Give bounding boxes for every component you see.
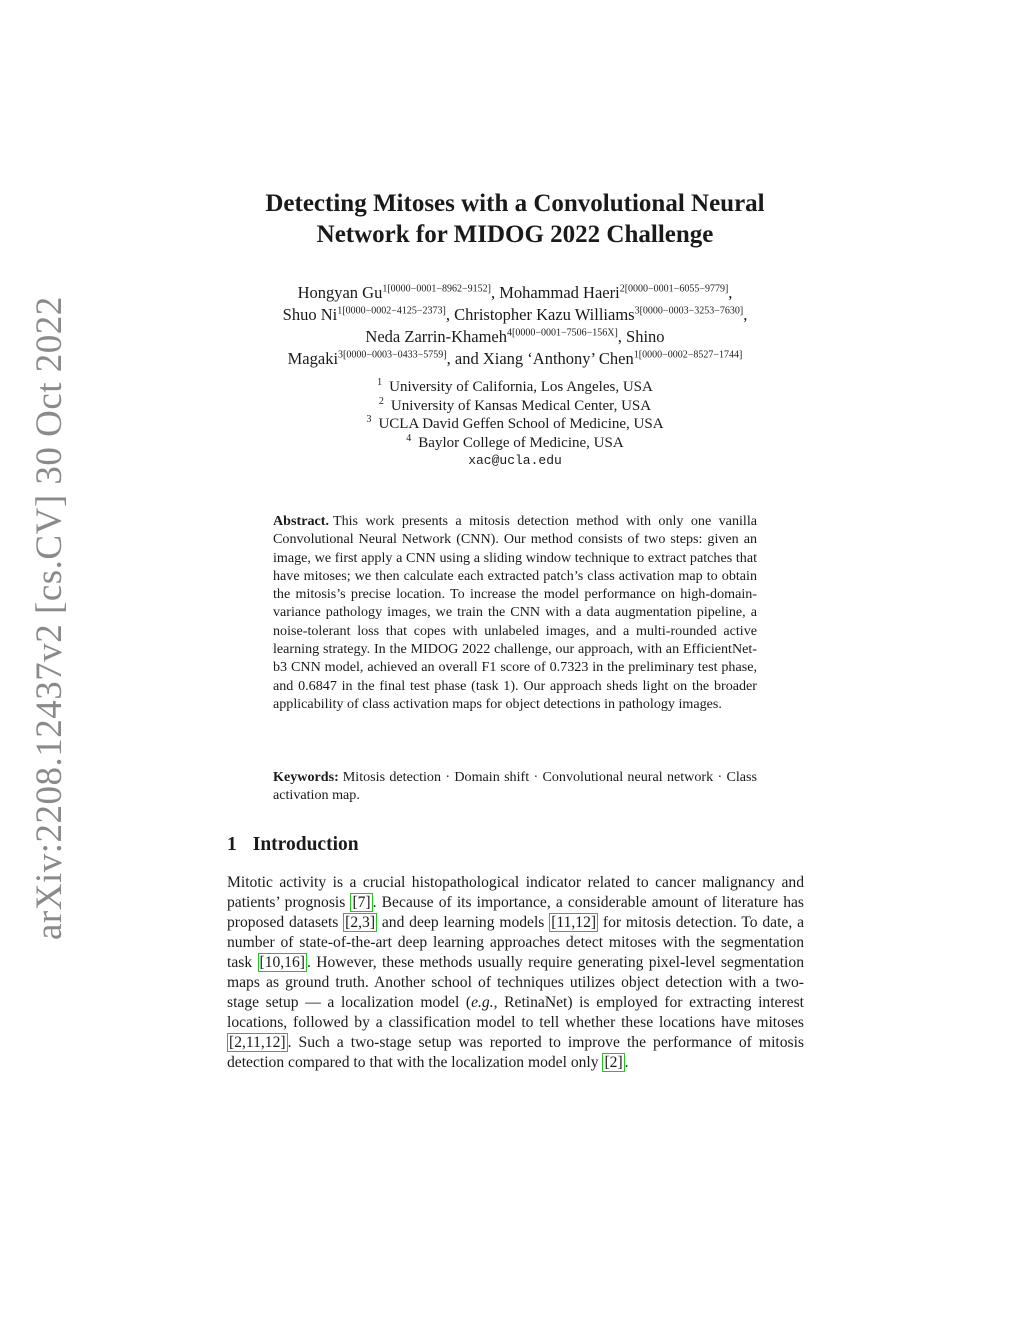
author-name: Magaki — [287, 349, 339, 368]
author-name: Xiang ‘Anthony’ Chen — [482, 349, 634, 368]
affiliation-number: 3 — [366, 414, 372, 425]
author-name: Christopher Kazu Williams — [454, 305, 635, 324]
citation-link[interactable]: [7] — [352, 894, 371, 911]
paper-title — [200, 188, 830, 250]
affiliation-number: 2 — [378, 395, 384, 407]
author-orcid: 1[0000−0002−8527−1744] — [633, 349, 743, 361]
affiliation — [200, 397, 830, 416]
author-name: Shuo Ni — [282, 305, 338, 324]
affiliation-text: UCLA David Geffen School of Medicine, USA — [378, 416, 664, 432]
author-separator: , — [490, 283, 500, 302]
affiliation-text: Baylor College of Medicine, USA — [418, 434, 624, 451]
author-separator: , Shino — [617, 327, 665, 346]
author-separator: , — [728, 283, 733, 302]
author-orcid: 1[0000−0002−4125−2373] — [337, 305, 446, 317]
author-name: Neda Zarrin-Khameh — [365, 327, 507, 346]
arxiv-identifier: arXiv:2208.12437v2 [cs.CV] 30 Oct 2022 — [29, 296, 70, 940]
affiliation-number: 4 — [406, 432, 412, 444]
section-number: 1 — [227, 834, 237, 855]
emphasis-text: e.g., — [471, 994, 498, 1011]
paragraph-text: for mitosis detection. To date, a number of state-of-the-art deep learning approaches detect mitoses with the segmentation task — [227, 914, 804, 971]
author-separator: , — [743, 305, 748, 324]
keywords-label: Keywords: — [273, 769, 339, 785]
author-separator: , and — [446, 349, 483, 368]
paragraph-text: . Such a two-stage setup was reported to improve the performance of mitosis detection compared to that with the localization model only — [227, 1034, 804, 1071]
paragraph-text: . However, these methods usually require generating pixel-level segmentation maps as ground truth. Another school of techniques utilizes object detection with a two-stage setup — a localization model ( — [227, 954, 804, 1011]
author-orcid: 3[0000−0003−3253−7630] — [634, 305, 744, 317]
affiliation — [200, 415, 830, 434]
author-orcid: 2[0000−0001−6055−9779] — [619, 283, 729, 295]
paragraph-text: Mitotic activity is a crucial histopathological indicator related to cancer malignancy and patients’ prognosis — [227, 874, 804, 911]
author-name: Hongyan Gu — [297, 283, 383, 302]
paragraph-text: . Because of its importance, a considerable amount of literature has proposed datasets — [227, 894, 804, 931]
affiliation-number: 1 — [377, 377, 383, 388]
author-orcid: 3[0000−0003−0433−5759] — [338, 349, 447, 361]
paragraph-text: and deep learning models — [377, 914, 550, 931]
author-orcid: 4[0000−0001−7506−156X] — [506, 327, 618, 339]
citation-link[interactable]: [2,11,12] — [229, 1034, 286, 1051]
author-orcid: 1[0000−0001−8962−9152] — [382, 283, 491, 295]
author-name: Mohammad Haeri — [499, 283, 620, 302]
abstract-label: Abstract. — [273, 513, 329, 529]
keywords — [273, 768, 757, 805]
affiliation-list — [200, 378, 830, 471]
citation-link[interactable]: [11,12] — [551, 914, 597, 931]
section-heading — [227, 834, 359, 856]
affiliation-text: University of California, Los Angeles, USA — [389, 379, 653, 395]
citation-link[interactable]: [2,3] — [345, 914, 376, 931]
citation-link[interactable]: [10,16] — [259, 954, 305, 971]
affiliation — [200, 434, 830, 453]
contact-email[interactable]: xac@ucla.edu — [468, 453, 562, 468]
abstract — [273, 512, 757, 713]
author-list — [180, 282, 850, 370]
paragraph-text: . — [624, 1054, 629, 1071]
affiliation — [200, 378, 830, 397]
paper-title-line: Detecting Mitoses with a Convolutional Neural — [265, 190, 765, 217]
author-separator: , — [445, 305, 455, 324]
affiliation-text: University of Kansas Medical Center, USA — [390, 397, 652, 414]
keywords-text: Mitosis detection · Domain shift · Convolutional neural network · Class activation map. — [273, 769, 757, 804]
paragraph-text: RetinaNet) is employed for extracting interest locations, followed by a classification model to tell whether these locations have mitoses — [227, 994, 804, 1031]
paper-title-line: Network for MIDOG 2022 Challenge — [316, 221, 714, 248]
introduction-paragraph — [227, 873, 804, 1073]
section-title: Introduction — [252, 834, 359, 855]
abstract-text: This work presents a mitosis detection method with only one vanilla Convolutional Neural Network (CNN). Our method consists of two steps: given an image, we first apply a CNN using a sliding window technique to extract patches that have mitoses; we then calculate each extracted patch’s class activation map to obtain the mitosis’s precise location. To increase the model performance on high-domain-variance pathology images, we train the CNN with a data augmentation pipeline, a noise-tolerant loss that copes with unlabeled images, and a multi-rounded active learning strategy. In the MIDOG 2022 challenge, our approach, with an EfficientNet-b3 CNN model, achieved an overall F1 score of 0.7323 in the preliminary test phase, and 0.6847 in the final test phase (task 1). Our approach sheds light on the broader applicability of class activation maps for object detections in pathology images. — [273, 513, 757, 712]
citation-link[interactable]: [2] — [604, 1054, 623, 1071]
